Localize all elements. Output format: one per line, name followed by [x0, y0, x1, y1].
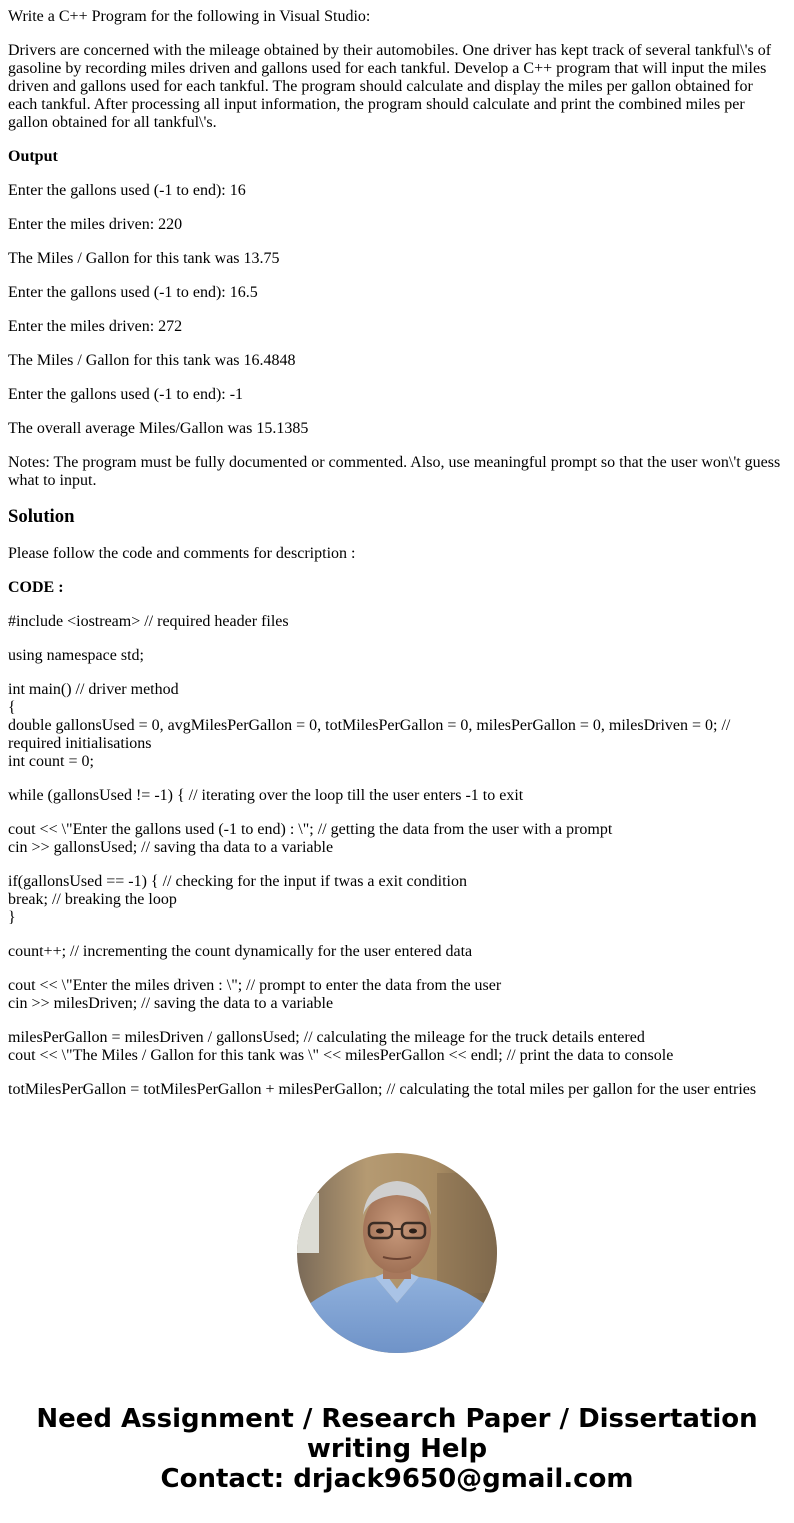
code-listing — [8, 613, 786, 1099]
output-heading: Output — [8, 148, 58, 165]
code-block — [8, 681, 786, 771]
code-line: while (gallonsUsed != -1) { // iterating over the loop till the user enters -1 to exit — [8, 787, 524, 804]
author-avatar — [297, 1153, 497, 1353]
code-line: int main() // driver method — [8, 681, 179, 698]
output-line: Enter the gallons used (-1 to end): 16 — [8, 182, 246, 199]
code-block — [8, 943, 786, 961]
code-line: using namespace std; — [8, 647, 144, 664]
output-line: Enter the miles driven: 272 — [8, 318, 183, 335]
question-description: Drivers are concerned with the mileage obtained by their automobiles. One driver has kept track of several tankful\'s of gasoline by recording miles driven and gallons used for each tankful. Develop a C++ program that will input the miles driven and gallons used for each tankful. The program should calculate and display the miles per gallon obtained for each tankful. After processing all input information, the program should calculate and print the combined miles per gallon obtained for all tankful\'s. — [8, 42, 772, 131]
author-photo — [297, 1153, 497, 1353]
code-block — [8, 1081, 786, 1099]
question-notes: Notes: The program must be fully documented or commented. Also, use meaningful prompt so that the user won\'t guess what to input. — [8, 454, 781, 489]
code-line: totMilesPerGallon = totMilesPerGallon + milesPerGallon; // calculating the total miles per gallon for the user entries — [8, 1081, 757, 1098]
code-line: cin >> milesDriven; // saving the data to a variable — [8, 995, 334, 1012]
output-line: The Miles / Gallon for this tank was 16.4848 — [8, 352, 296, 369]
solution-intro: Please follow the code and comments for description : — [8, 545, 356, 562]
code-block — [8, 873, 786, 927]
promo-banner — [0, 1404, 794, 1494]
code-line: cin >> gallonsUsed; // saving tha data to a variable — [8, 839, 334, 856]
code-line: milesPerGallon = milesDriven / gallonsUsed; // calculating the mileage for the truck details entered — [8, 1029, 645, 1046]
code-block — [8, 1029, 786, 1065]
solution-heading: Solution — [8, 506, 75, 527]
sample-output — [8, 182, 786, 438]
code-line: cout << \"The Miles / Gallon for this tank was \" << milesPerGallon << endl; // print the data to console — [8, 1047, 674, 1064]
code-line: cout << \"Enter the gallons used (-1 to end) : \"; // getting the data from the user with a prompt — [8, 821, 613, 838]
document-body — [8, 8, 786, 1099]
output-line: The Miles / Gallon for this tank was 13.75 — [8, 250, 280, 267]
code-line: { — [8, 699, 16, 716]
code-line: int count = 0; — [8, 753, 94, 770]
output-line: Enter the gallons used (-1 to end): -1 — [8, 386, 244, 403]
code-line: break; // breaking the loop — [8, 891, 177, 908]
code-line: count++; // incrementing the count dynamically for the user entered data — [8, 943, 473, 960]
code-line: cout << \"Enter the miles driven : \"; // prompt to enter the data from the user — [8, 977, 502, 994]
promo-contact: Contact: drjack9650@gmail.com — [160, 1464, 634, 1494]
output-line: The overall average Miles/Gallon was 15.1385 — [8, 420, 309, 437]
code-line: } — [8, 909, 16, 926]
question-intro: Write a C++ Program for the following in Visual Studio: — [8, 8, 371, 25]
code-block — [8, 647, 786, 665]
code-block — [8, 787, 786, 805]
code-line: if(gallonsUsed == -1) { // checking for the input if twas a exit condition — [8, 873, 467, 890]
code-block — [8, 613, 786, 631]
promo-line: Need Assignment / Research Paper / Dissertation — [36, 1404, 758, 1434]
output-line: Enter the gallons used (-1 to end): 16.5 — [8, 284, 258, 301]
code-line: #include <iostream> // required header files — [8, 613, 289, 630]
promo-line: writing Help — [306, 1434, 488, 1464]
code-block — [8, 977, 786, 1013]
code-line: double gallonsUsed = 0, avgMilesPerGallon = 0, totMilesPerGallon = 0, milesPerGallon = 0, milesDriven = 0; // required initialisations — [8, 717, 731, 752]
output-line: Enter the miles driven: 220 — [8, 216, 183, 233]
code-label: CODE : — [8, 579, 64, 596]
code-block — [8, 821, 786, 857]
